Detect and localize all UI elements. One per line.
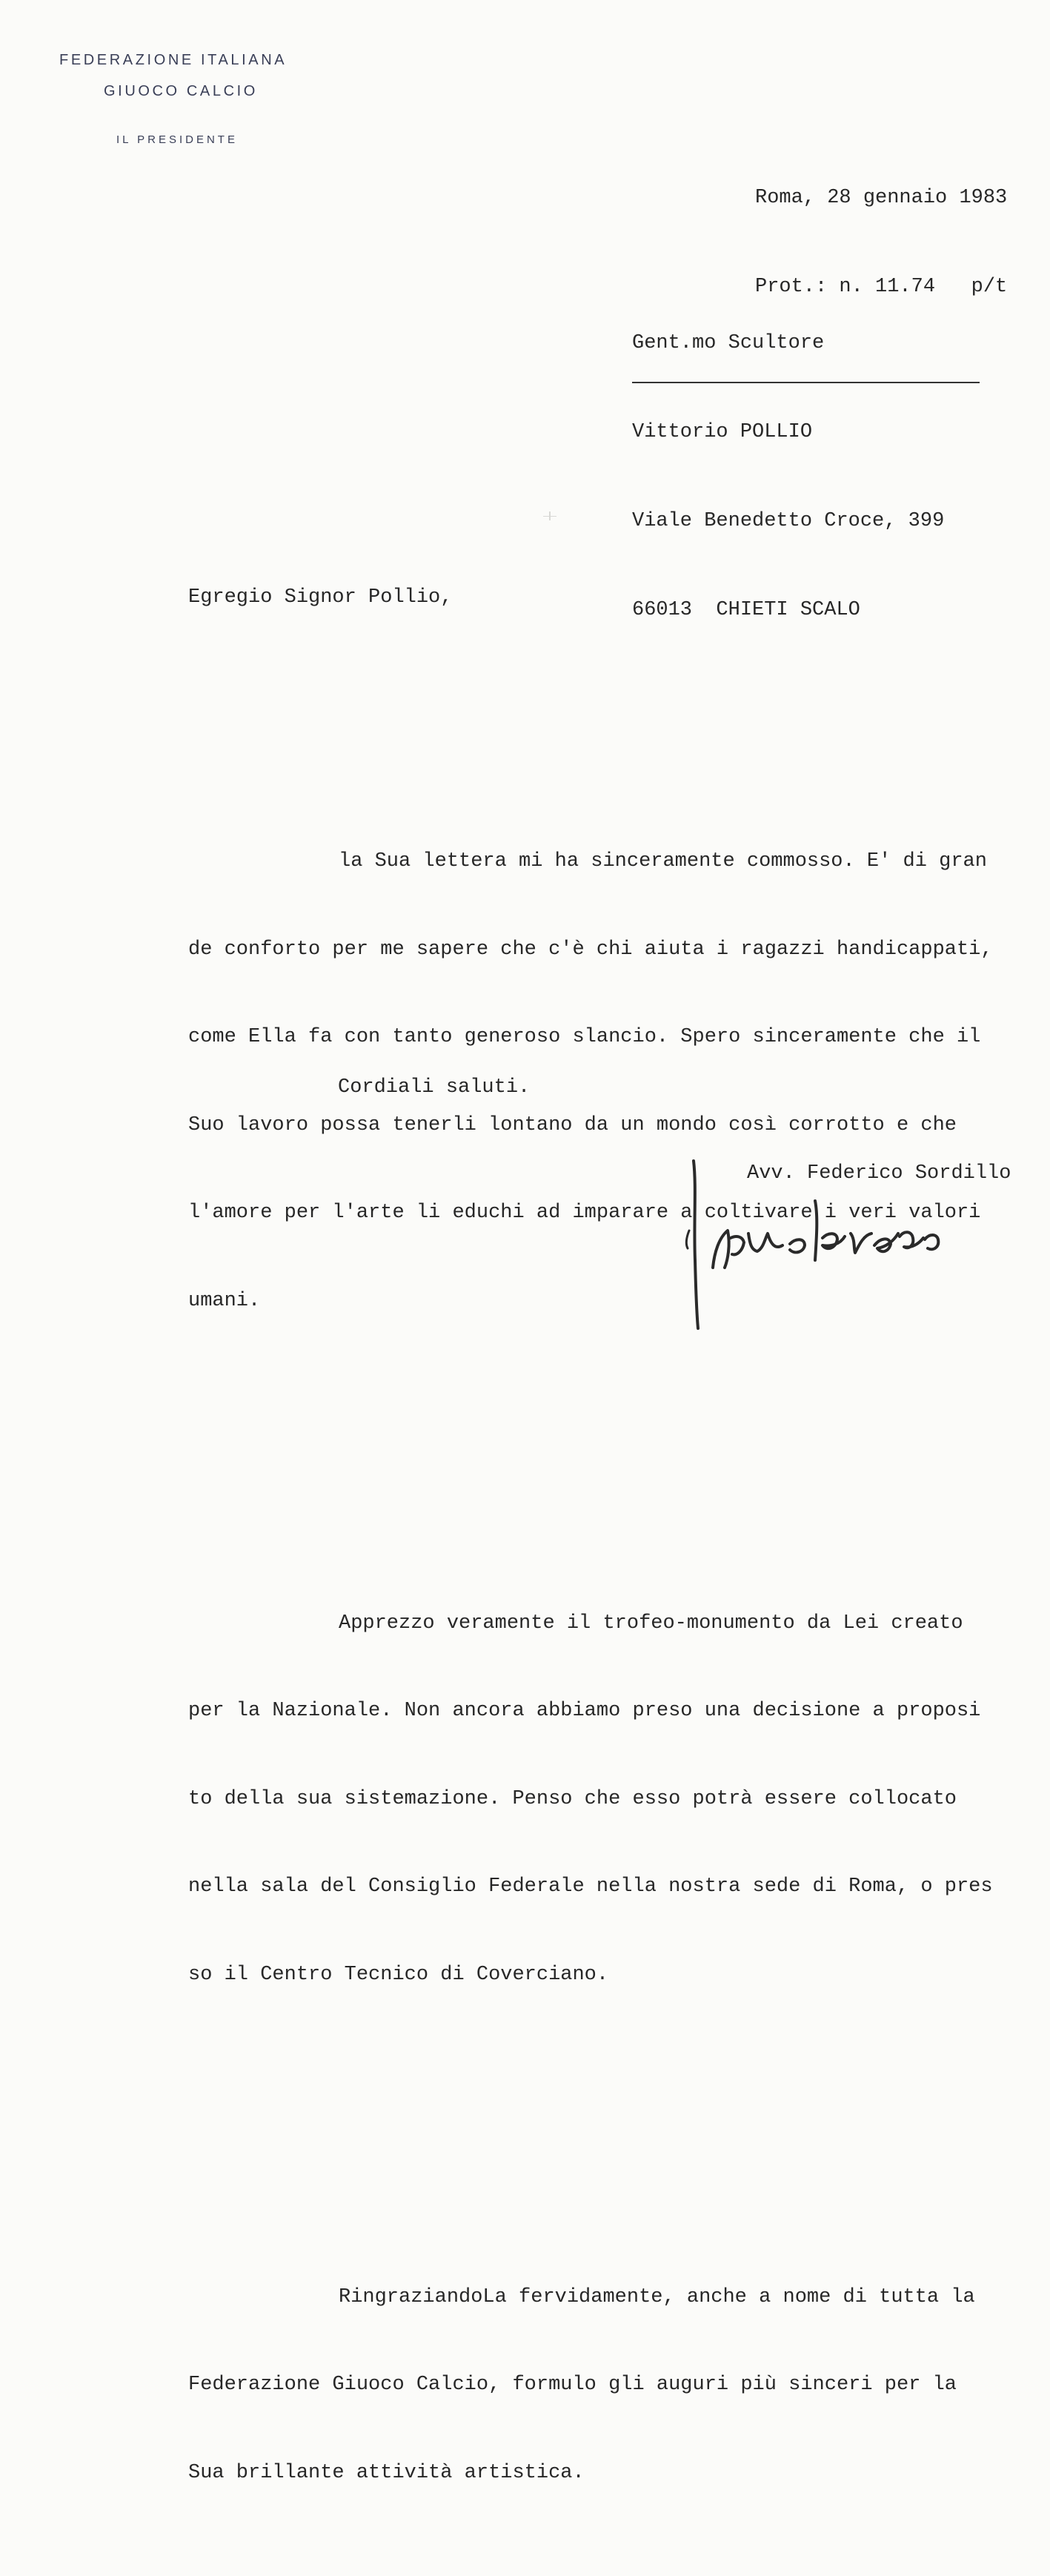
letterhead-organization: FEDERAZIONE ITALIANA <box>59 52 288 68</box>
paragraph-line: nella sala del Consiglio Federale nella nostra sede di Roma, o pres <box>188 1875 993 1898</box>
paragraph-line: umani. <box>188 1289 261 1312</box>
paragraph-line: so il Centro Tecnico di Coverciano. <box>188 1963 609 1986</box>
letterhead-subtitle: GIUOCO CALCIO <box>104 83 258 99</box>
paragraph-2 <box>188 1551 993 2049</box>
paragraph-line: Suo lavoro possa tenerli lontano da un mondo così corrotto e che <box>188 1113 957 1136</box>
paragraph-line: Apprezzo veramente il trofeo-monumento da Lei creato <box>339 1612 963 1635</box>
scan-mark <box>543 516 556 517</box>
signer-name: Avv. Federico Sordillo <box>747 1162 1011 1185</box>
protocol-line: Prot.: n. 11.74 p/t <box>755 276 1008 298</box>
address-line: Gent.mo Scultore <box>632 332 825 354</box>
paragraph-line: la Sua lettera mi ha sinceramente commosso. E' di gran <box>339 850 987 873</box>
paragraph-line: Sua brillante attività artistica. <box>188 2461 585 2484</box>
paragraph-line: l'amore per l'arte li educhi ad imparare a coltivare i veri valori <box>188 1202 981 1224</box>
paragraph-3 <box>188 2225 993 2547</box>
paragraph-line: RingraziandoLa fervidamente, anche a nome di tutta la <box>339 2285 975 2308</box>
letterhead-role: IL PRESIDENTE <box>116 133 238 146</box>
address-line: 66013 CHIETI SCALO <box>632 599 860 621</box>
paragraph-line: de conforto per me sapere che c'è chi aiuta i ragazzi handicappati, <box>188 938 993 961</box>
paragraph-line: Federazione Giuoco Calcio, formulo gli auguri più sinceri per la <box>188 2374 957 2396</box>
handwritten-signature <box>659 1156 971 1334</box>
letter-body <box>188 525 993 2576</box>
closing: Cordiali saluti. <box>338 1076 531 1099</box>
address-line: Viale Benedetto Croce, 399 <box>632 510 945 532</box>
paragraph-line: come Ella fa con tanto generoso slancio. Spero sinceramente che il <box>188 1026 981 1048</box>
address-underline <box>632 382 980 383</box>
paragraph-line: per la Nazionale. Non ancora abbiamo preso una decisione a proposi <box>188 1700 981 1722</box>
address-line: Vittorio POLLIO <box>632 421 813 443</box>
paragraph-line: to della sua sistemazione. Penso che esso potrà essere collocato <box>188 1787 957 1810</box>
date-line: Roma, 28 gennaio 1983 <box>755 187 1008 209</box>
salutation: Egregio Signor Pollio, <box>188 586 453 609</box>
